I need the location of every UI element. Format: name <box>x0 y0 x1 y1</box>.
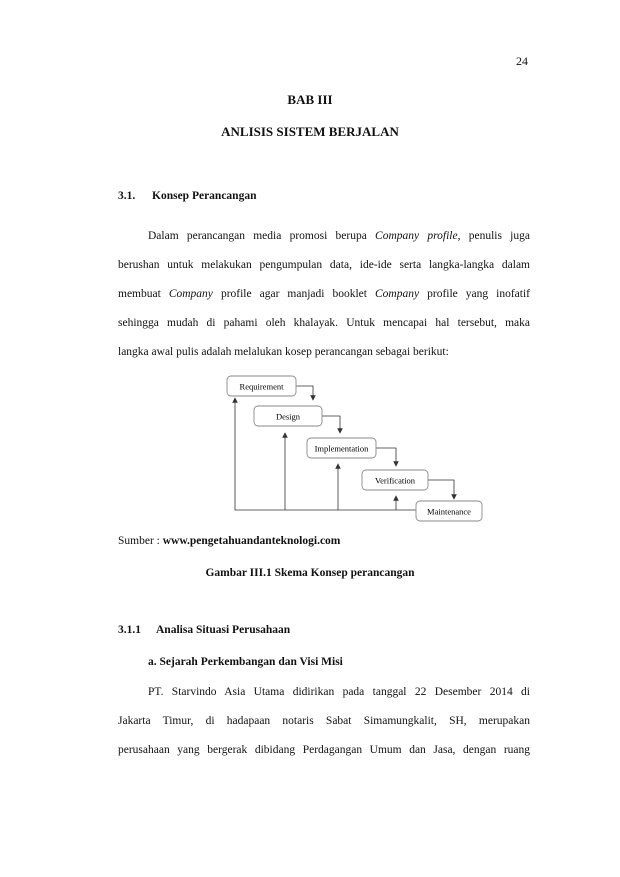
step-maintenance <box>416 501 482 521</box>
svg-text:Verification: Verification <box>374 475 416 486</box>
step-design <box>254 406 322 426</box>
paragraph-line-1: Dalam perancangan media promosi berupa Company profile, penulis juga <box>148 230 530 242</box>
section-title: Konsep Perancangan <box>152 190 257 202</box>
waterfall-diagram <box>225 370 495 525</box>
section-paragraph-1 <box>118 222 530 367</box>
paragraph-line-2: berushan untuk melakukan pengumpulan data, ide-ide serta langka-langka dalam <box>118 259 530 271</box>
section-number: 3.1.1 <box>118 624 141 636</box>
svg-text:Maintenance: Maintenance <box>427 506 471 517</box>
source-url: www.pengetahuandanteknologi.com <box>162 535 341 547</box>
arrow-requirement-to-design <box>296 386 313 400</box>
section-number: 3.1. <box>118 190 136 202</box>
arrow-verification-to-maintenance <box>428 480 454 499</box>
section-heading-3-1 <box>118 190 256 202</box>
paragraph-line-5: langka awal pulis adalah melalukan kosep perancangan sebagai berikut: <box>118 346 449 358</box>
step-requirement <box>227 376 296 396</box>
paragraph-line-4: sehingga mudah di pahami oleh khalayak. Untuk mencapai hal tersebut, maka <box>118 317 530 329</box>
svg-text:Design: Design <box>275 411 301 422</box>
paragraph-line-3: membuat Company profile agar manjadi booklet Company profile yang inofatif <box>118 288 531 300</box>
section-heading-3-1-1 <box>118 624 290 636</box>
section-paragraph-2 <box>118 678 530 765</box>
paragraph-line-3: perusahaan yang bergerak dibidang Perdagangan Umum dan Jasa, dengan ruang <box>118 744 530 756</box>
paragraph-line-1: PT. Starvindo Asia Utama didirikan pada tanggal 22 Desember 2014 di <box>148 686 530 698</box>
subsection-heading: a. Sejarah Perkembangan dan Visi Misi <box>148 656 343 668</box>
figure-source <box>118 535 340 547</box>
paragraph-line-2: Jakarta Timur, di hadapaan notaris Sabat Simamungkalit, SH, merupakan <box>118 715 530 727</box>
section-title: Analisa Situasi Perusahaan <box>156 624 291 636</box>
arrow-design-to-implementation <box>322 416 340 433</box>
step-verification <box>362 470 428 490</box>
figure-caption: Gambar III.1 Skema Konsep perancangan <box>205 567 415 579</box>
page-number: 24 <box>516 54 528 68</box>
svg-text:Implementation: Implementation <box>314 443 369 454</box>
source-label: Sumber : <box>118 535 163 547</box>
step-implementation <box>307 438 376 458</box>
arrow-implementation-to-verification <box>376 448 396 466</box>
svg-text:Requirement: Requirement <box>239 381 284 392</box>
chapter-title: ANLISIS SISTEM BERJALAN <box>221 124 399 139</box>
chapter-label: BAB III <box>287 92 333 107</box>
